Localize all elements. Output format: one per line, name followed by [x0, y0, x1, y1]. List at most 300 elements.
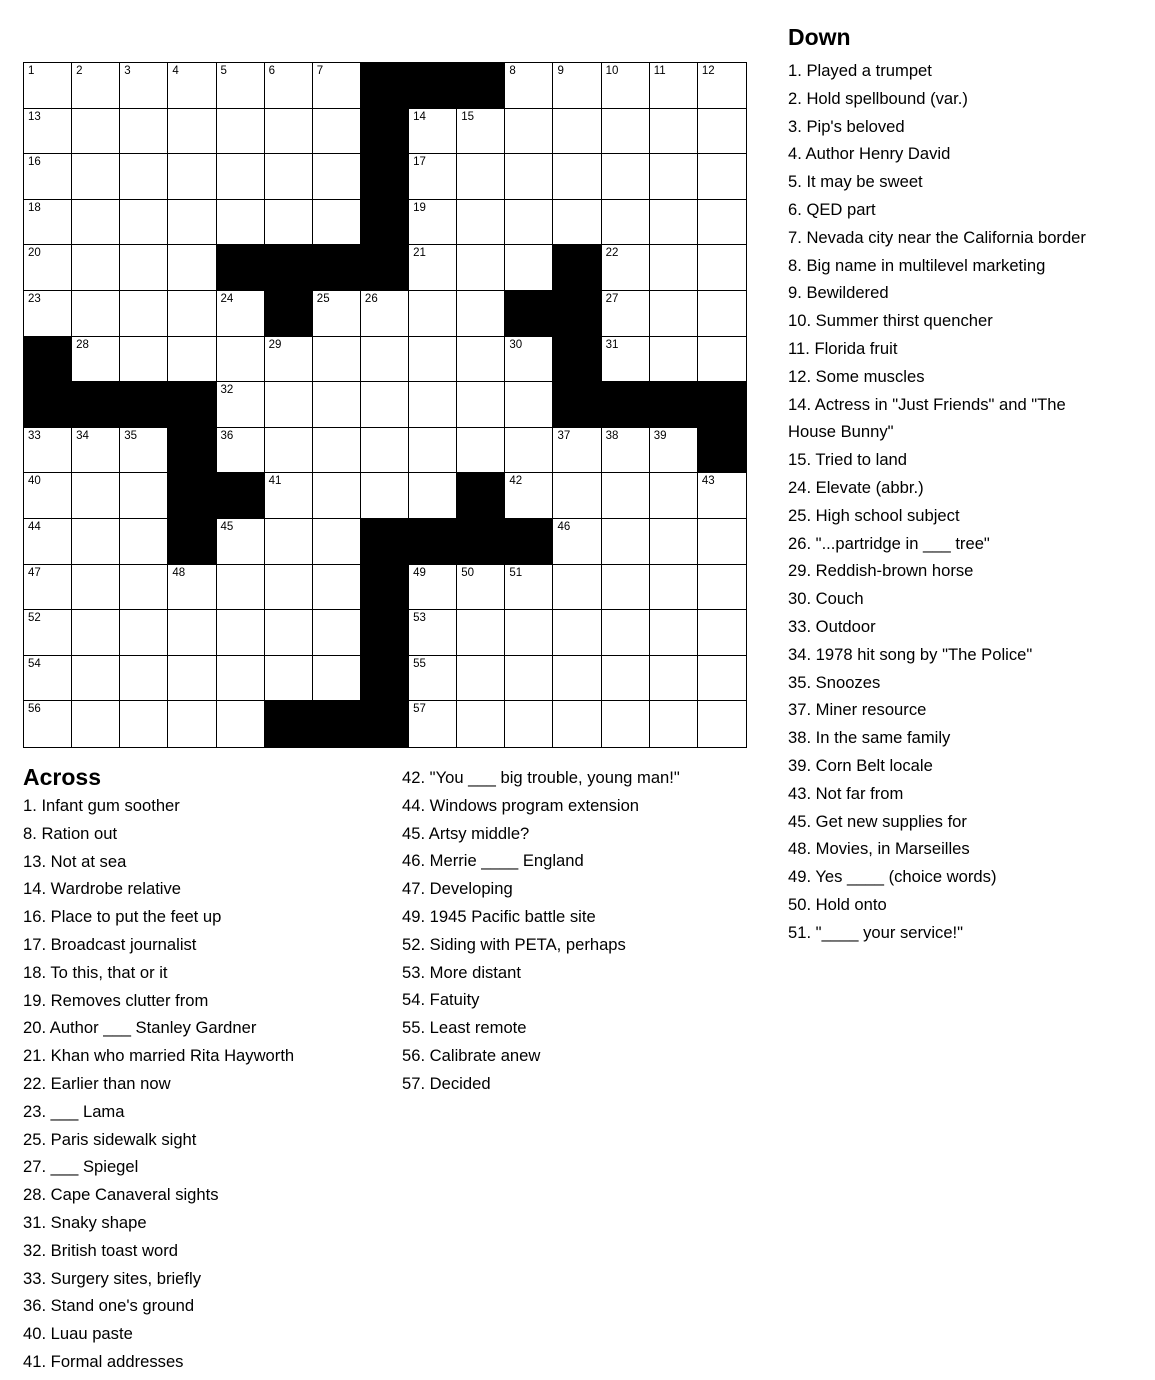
- clue-number: 57: [413, 703, 426, 716]
- grid-cell[interactable]: [409, 109, 457, 155]
- grid-cell[interactable]: [602, 656, 650, 702]
- black-square: [602, 382, 650, 428]
- clue-number: 37: [557, 429, 571, 442]
- grid-cell[interactable]: [217, 382, 265, 428]
- grid-cell[interactable]: [553, 200, 601, 246]
- grid-cell[interactable]: [313, 656, 361, 702]
- grid-cell[interactable]: [650, 291, 698, 337]
- clue-item[interactable]: 3. Pip's beloved: [788, 116, 905, 136]
- grid-cell[interactable]: [72, 519, 120, 565]
- grid-cell[interactable]: [409, 337, 457, 383]
- grid-cell[interactable]: [698, 109, 746, 155]
- clue-number: 13: [28, 110, 41, 123]
- grid-cell[interactable]: [24, 154, 72, 200]
- grid-cell[interactable]: [361, 473, 409, 519]
- grid-cell[interactable]: [120, 63, 168, 109]
- grid-cell[interactable]: [361, 337, 409, 383]
- clue-item[interactable]: 14. Wardrobe relative: [23, 879, 182, 899]
- grid-cell[interactable]: [602, 610, 650, 656]
- grid-cell[interactable]: [409, 701, 457, 747]
- grid-cell[interactable]: [698, 337, 746, 383]
- clue-item[interactable]: 6. QED part: [788, 199, 876, 219]
- black-square: [698, 382, 746, 428]
- clue-item[interactable]: 8. Big name in multilevel marketing: [788, 255, 1046, 275]
- grid-cell[interactable]: [24, 656, 72, 702]
- grid-cell[interactable]: [698, 200, 746, 246]
- grid-cell[interactable]: [72, 701, 120, 747]
- clue-item[interactable]: 24. Elevate (abbr.): [788, 477, 924, 497]
- grid-cell[interactable]: [217, 519, 265, 565]
- grid-cell[interactable]: [24, 63, 72, 109]
- grid-cell[interactable]: [457, 245, 505, 291]
- clue-number: 42: [509, 475, 523, 488]
- grid-cell[interactable]: [72, 337, 120, 383]
- clue-number: 16: [28, 156, 41, 169]
- grid-cell[interactable]: [265, 656, 313, 702]
- grid-cell[interactable]: [457, 337, 505, 383]
- clue-item[interactable]: 8. Ration out: [23, 823, 118, 843]
- grid-cell[interactable]: [361, 382, 409, 428]
- grid-cell[interactable]: [602, 200, 650, 246]
- grid-cell[interactable]: [457, 656, 505, 702]
- grid-cell[interactable]: [168, 610, 216, 656]
- grid-cell[interactable]: [602, 565, 650, 611]
- grid-cell[interactable]: [72, 565, 120, 611]
- clue-item[interactable]: 1. Infant gum soother: [23, 796, 180, 815]
- grid-cell[interactable]: [168, 154, 216, 200]
- grid-cell[interactable]: [409, 154, 457, 200]
- black-square: [457, 473, 505, 519]
- grid-cell[interactable]: [24, 701, 72, 747]
- grid-cell[interactable]: [505, 109, 553, 155]
- grid-cell[interactable]: [650, 154, 698, 200]
- clue-item[interactable]: 37. Miner resource: [788, 700, 927, 720]
- clue-number: 35: [124, 429, 138, 442]
- clue-item[interactable]: 11. Florida fruit: [788, 338, 898, 358]
- grid-cell[interactable]: [698, 519, 746, 565]
- clue-item[interactable]: 4. Author Henry David: [788, 144, 951, 164]
- clue-item[interactable]: 49. Yes ____ (choice words): [788, 867, 997, 887]
- grid-cell[interactable]: [553, 565, 601, 611]
- grid-cell[interactable]: [457, 428, 505, 474]
- grid-cell[interactable]: [698, 154, 746, 200]
- clue-item[interactable]: 16. Place to put the feet up: [23, 907, 222, 927]
- grid-cell[interactable]: [553, 109, 601, 155]
- clue-item[interactable]: 53. More distant: [402, 962, 521, 982]
- grid-cell[interactable]: [698, 245, 746, 291]
- clue-number: 29: [268, 338, 282, 351]
- clue-item[interactable]: 33. Surgery sites, briefly: [23, 1268, 201, 1288]
- grid-cell[interactable]: [505, 610, 553, 656]
- black-square: [265, 291, 313, 337]
- clue-number: 24: [220, 292, 234, 305]
- clue-number: 25: [316, 292, 330, 305]
- grid-cell[interactable]: [313, 337, 361, 383]
- grid-cell[interactable]: [698, 701, 746, 747]
- grid-cell[interactable]: [553, 428, 601, 474]
- grid-cell[interactable]: [505, 656, 553, 702]
- grid-cell[interactable]: [217, 610, 265, 656]
- black-square: [650, 382, 698, 428]
- clue-number: 34: [76, 429, 89, 442]
- grid-cell[interactable]: [120, 109, 168, 155]
- grid-cell[interactable]: [24, 291, 72, 337]
- grid-cell[interactable]: [265, 109, 313, 155]
- grid-cell[interactable]: [265, 473, 313, 519]
- clue-item[interactable]: 45. Get new supplies for: [788, 811, 967, 831]
- grid-cell[interactable]: [120, 291, 168, 337]
- grid-cell[interactable]: [120, 245, 168, 291]
- clue-item[interactable]: 1. Played a trumpet: [788, 61, 932, 80]
- clue-number: 43: [701, 475, 715, 488]
- clue-item[interactable]: 30. Couch: [788, 589, 864, 609]
- grid-cell[interactable]: [72, 291, 120, 337]
- grid-cell[interactable]: [120, 154, 168, 200]
- grid-cell[interactable]: [602, 291, 650, 337]
- clue-item[interactable]: 56. Calibrate anew: [402, 1045, 541, 1065]
- grid-cell[interactable]: [505, 701, 553, 747]
- black-square: [505, 519, 553, 565]
- grid-cell[interactable]: [217, 63, 265, 109]
- grid-cell[interactable]: [265, 382, 313, 428]
- grid-cell[interactable]: [120, 565, 168, 611]
- grid-cell[interactable]: [217, 701, 265, 747]
- clue-item[interactable]: 2. Hold spellbound (var.): [788, 88, 968, 108]
- clue-number: 49: [413, 566, 426, 579]
- grid-cell[interactable]: [168, 656, 216, 702]
- grid-cell[interactable]: [650, 701, 698, 747]
- clue-number: 8: [509, 65, 516, 77]
- grid-cell[interactable]: [409, 428, 457, 474]
- black-square: [313, 245, 361, 291]
- grid-cell[interactable]: [409, 656, 457, 702]
- grid-cell[interactable]: [313, 382, 361, 428]
- grid-cell[interactable]: [24, 200, 72, 246]
- grid-cell[interactable]: [24, 109, 72, 155]
- grid-cell[interactable]: [650, 337, 698, 383]
- clue-item[interactable]: 18. To this, that or it: [23, 962, 168, 982]
- grid-cell[interactable]: [120, 473, 168, 519]
- grid-cell[interactable]: [168, 63, 216, 109]
- grid-cell[interactable]: [168, 109, 216, 155]
- clue-item[interactable]: 44. Windows program extension: [402, 795, 640, 815]
- grid-cell[interactable]: [217, 337, 265, 383]
- clue-item[interactable]: 47. Developing: [402, 879, 513, 899]
- grid-cell[interactable]: [409, 291, 457, 337]
- clue-number: 15: [461, 110, 474, 123]
- clue-item[interactable]: 12. Some muscles: [788, 366, 925, 386]
- grid-cell[interactable]: [265, 63, 313, 109]
- across-clue-list-1: [23, 792, 393, 1376]
- black-square: [361, 63, 409, 109]
- clue-number: 28: [76, 338, 89, 351]
- crossword-grid: [23, 62, 747, 748]
- grid-cell[interactable]: [168, 200, 216, 246]
- clue-number: 32: [220, 384, 234, 397]
- down-heading: Down: [788, 24, 851, 50]
- grid-cell[interactable]: [457, 109, 505, 155]
- grid-cell[interactable]: [168, 245, 216, 291]
- grid-cell[interactable]: [313, 109, 361, 155]
- clue-number: 23: [28, 292, 41, 305]
- grid-cell[interactable]: [217, 154, 265, 200]
- clue-item[interactable]: 41. Formal addresses: [23, 1351, 184, 1371]
- grid-cell[interactable]: [313, 519, 361, 565]
- grid-cell[interactable]: [505, 382, 553, 428]
- grid-cell[interactable]: [217, 428, 265, 474]
- grid-cell[interactable]: [265, 610, 313, 656]
- clue-item[interactable]: 36. Stand one's ground: [23, 1296, 195, 1316]
- grid-cell[interactable]: [120, 428, 168, 474]
- clue-item[interactable]: 55. Least remote: [402, 1018, 527, 1038]
- clue-item[interactable]: 42. "You ___ big trouble, young man!": [402, 768, 680, 787]
- grid-cell[interactable]: [650, 610, 698, 656]
- grid-cell[interactable]: [265, 428, 313, 474]
- clue-item[interactable]: 31. Snaky shape: [23, 1212, 147, 1232]
- clue-item[interactable]: 19. Removes clutter from: [23, 990, 209, 1010]
- clue-item[interactable]: 48. Movies, in Marseilles: [788, 839, 970, 859]
- grid-cell[interactable]: [553, 63, 601, 109]
- grid-cell[interactable]: [650, 245, 698, 291]
- grid-cell[interactable]: [650, 428, 698, 474]
- clue-item[interactable]: 14. Actress in "Just Friends" and "The: [788, 394, 1066, 414]
- black-square: [553, 245, 601, 291]
- clue-item[interactable]: 50. Hold onto: [788, 894, 887, 914]
- clue-number: 51: [509, 566, 523, 579]
- clue-number: 21: [413, 247, 426, 260]
- grid-cell[interactable]: [24, 519, 72, 565]
- grid-cell[interactable]: [72, 109, 120, 155]
- grid-cell[interactable]: [168, 701, 216, 747]
- grid-cell[interactable]: [505, 428, 553, 474]
- grid-cell[interactable]: [650, 656, 698, 702]
- grid-cell[interactable]: [553, 473, 601, 519]
- clue-item[interactable]: 33. Outdoor: [788, 616, 876, 636]
- grid-cell[interactable]: [72, 63, 120, 109]
- grid-cell[interactable]: [602, 473, 650, 519]
- grid-cell[interactable]: [120, 610, 168, 656]
- grid-cell[interactable]: [602, 154, 650, 200]
- grid-cell[interactable]: [409, 200, 457, 246]
- clue-item[interactable]: 35. Snoozes: [788, 672, 881, 692]
- clue-item[interactable]: 46. Merrie ____ England: [402, 851, 584, 871]
- clue-item[interactable]: 21. Khan who married Rita Hayworth: [23, 1046, 295, 1066]
- grid-cell[interactable]: [24, 565, 72, 611]
- grid-cell[interactable]: [602, 701, 650, 747]
- grid-cell[interactable]: [602, 519, 650, 565]
- black-square: [361, 200, 409, 246]
- grid-cell[interactable]: [698, 291, 746, 337]
- grid-cell[interactable]: [72, 200, 120, 246]
- grid-cell[interactable]: [409, 610, 457, 656]
- clue-item[interactable]: 40. Luau paste: [23, 1324, 133, 1344]
- clue-number: 39: [653, 429, 667, 442]
- clue-number: 20: [28, 247, 41, 260]
- grid-cell[interactable]: [457, 610, 505, 656]
- grid-cell[interactable]: [698, 565, 746, 611]
- grid-cell[interactable]: [409, 473, 457, 519]
- grid-cell[interactable]: [265, 154, 313, 200]
- grid-cell[interactable]: [72, 428, 120, 474]
- grid-cell[interactable]: [24, 428, 72, 474]
- grid-cell[interactable]: [457, 154, 505, 200]
- grid-cell[interactable]: [265, 337, 313, 383]
- grid-cell[interactable]: [602, 245, 650, 291]
- grid-cell[interactable]: [457, 701, 505, 747]
- black-square: [168, 382, 216, 428]
- clue-item[interactable]: 25. High school subject: [788, 505, 960, 525]
- grid-cell[interactable]: [650, 63, 698, 109]
- clue-item[interactable]: 54. Fatuity: [402, 990, 480, 1010]
- grid-cell[interactable]: [602, 63, 650, 109]
- grid-cell[interactable]: [602, 109, 650, 155]
- clue-item[interactable]: 57. Decided: [402, 1073, 491, 1093]
- clue-item[interactable]: 26. "...partridge in ___ tree": [788, 533, 990, 553]
- grid-cell[interactable]: [650, 473, 698, 519]
- grid-cell[interactable]: [505, 337, 553, 383]
- grid-cell[interactable]: [217, 200, 265, 246]
- clue-item[interactable]: 17. Broadcast journalist: [23, 934, 197, 954]
- grid-cell[interactable]: [265, 565, 313, 611]
- black-square: [457, 63, 505, 109]
- grid-cell[interactable]: [217, 109, 265, 155]
- clue-item[interactable]: 29. Reddish-brown horse: [788, 561, 974, 581]
- clue-item[interactable]: 25. Paris sidewalk sight: [23, 1129, 197, 1149]
- clue-item[interactable]: 34. 1978 hit song by "The Police": [788, 644, 1033, 664]
- grid-cell[interactable]: [457, 382, 505, 428]
- clue-item[interactable]: 38. In the same family: [788, 728, 951, 748]
- grid-cell[interactable]: [602, 428, 650, 474]
- black-square: [361, 245, 409, 291]
- clue-number: 17: [413, 156, 426, 169]
- clue-item[interactable]: 22. Earlier than now: [23, 1073, 171, 1093]
- clue-item[interactable]: 52. Siding with PETA, perhaps: [402, 934, 626, 954]
- grid-cell[interactable]: [457, 565, 505, 611]
- black-square: [72, 382, 120, 428]
- grid-cell[interactable]: [553, 154, 601, 200]
- grid-cell[interactable]: [265, 200, 313, 246]
- grid-cell[interactable]: [505, 200, 553, 246]
- grid-cell[interactable]: [505, 565, 553, 611]
- black-square: [168, 519, 216, 565]
- grid-cell[interactable]: [72, 656, 120, 702]
- grid-cell[interactable]: [120, 200, 168, 246]
- grid-cell[interactable]: [457, 200, 505, 246]
- grid-cell[interactable]: [409, 565, 457, 611]
- clue-item[interactable]: 28. Cape Canaveral sights: [23, 1185, 219, 1205]
- grid-cell[interactable]: [698, 473, 746, 519]
- grid-cell[interactable]: [313, 565, 361, 611]
- grid-cell[interactable]: [698, 656, 746, 702]
- grid-cell[interactable]: [120, 701, 168, 747]
- grid-cell[interactable]: [698, 63, 746, 109]
- clue-item[interactable]: 39. Corn Belt locale: [788, 755, 933, 775]
- grid-cell[interactable]: [120, 337, 168, 383]
- grid-cell[interactable]: [505, 245, 553, 291]
- grid-cell[interactable]: [120, 656, 168, 702]
- grid-cell[interactable]: [24, 245, 72, 291]
- clue-item[interactable]: 10. Summer thirst quencher: [788, 311, 993, 331]
- grid-cell[interactable]: [457, 291, 505, 337]
- grid-cell[interactable]: [72, 245, 120, 291]
- grid-cell[interactable]: [361, 291, 409, 337]
- grid-cell[interactable]: [553, 519, 601, 565]
- clue-item[interactable]: 51. "____ your service!": [788, 922, 964, 942]
- grid-cell[interactable]: [553, 610, 601, 656]
- black-square: [168, 428, 216, 474]
- clue-number: 11: [653, 65, 666, 77]
- clue-item[interactable]: 45. Artsy middle?: [402, 823, 530, 843]
- grid-cell[interactable]: [505, 63, 553, 109]
- grid-cell[interactable]: [72, 473, 120, 519]
- clue-number: 10: [605, 65, 619, 77]
- clue-item[interactable]: 15. Tried to land: [788, 450, 907, 470]
- clue-number: 3: [124, 65, 131, 77]
- clue-item[interactable]: 49. 1945 Pacific battle site: [402, 906, 596, 926]
- grid-cell[interactable]: [120, 519, 168, 565]
- grid-cell[interactable]: [313, 473, 361, 519]
- grid-cell[interactable]: [313, 200, 361, 246]
- grid-cell[interactable]: [553, 656, 601, 702]
- grid-cell[interactable]: [24, 610, 72, 656]
- clue-number: 50: [461, 566, 474, 579]
- clue-number: 53: [413, 612, 426, 625]
- grid-cell[interactable]: [650, 519, 698, 565]
- grid-cell[interactable]: [313, 63, 361, 109]
- black-square: [553, 382, 601, 428]
- grid-cell[interactable]: [217, 656, 265, 702]
- grid-cell[interactable]: [505, 154, 553, 200]
- grid-cell[interactable]: [217, 565, 265, 611]
- clue-item[interactable]: 7. Nevada city near the California border: [788, 227, 1086, 247]
- black-square: [457, 519, 505, 565]
- grid-cell[interactable]: [650, 109, 698, 155]
- grid-cell[interactable]: [168, 337, 216, 383]
- clue-item[interactable]: House Bunny": [788, 422, 894, 442]
- black-square: [24, 337, 72, 383]
- grid-cell[interactable]: [650, 200, 698, 246]
- grid-cell[interactable]: [72, 154, 120, 200]
- clue-item[interactable]: 32. British toast word: [23, 1240, 178, 1260]
- grid-cell[interactable]: [168, 291, 216, 337]
- grid-cell[interactable]: [265, 519, 313, 565]
- grid-cell[interactable]: [217, 291, 265, 337]
- clue-item[interactable]: 43. Not far from: [788, 783, 904, 803]
- grid-cell[interactable]: [313, 154, 361, 200]
- grid-cell[interactable]: [505, 473, 553, 519]
- clue-item[interactable]: 20. Author ___ Stanley Gardner: [23, 1018, 257, 1038]
- grid-cell[interactable]: [409, 382, 457, 428]
- grid-cell[interactable]: [553, 701, 601, 747]
- grid-cell[interactable]: [602, 337, 650, 383]
- grid-cell[interactable]: [650, 565, 698, 611]
- grid-cell[interactable]: [313, 428, 361, 474]
- clue-item[interactable]: 13. Not at sea: [23, 851, 127, 871]
- grid-cell[interactable]: [698, 610, 746, 656]
- grid-cell[interactable]: [313, 291, 361, 337]
- grid-cell[interactable]: [361, 428, 409, 474]
- clue-number: 31: [605, 338, 619, 351]
- grid-cell[interactable]: [72, 610, 120, 656]
- grid-cell[interactable]: [313, 610, 361, 656]
- grid-cell[interactable]: [168, 565, 216, 611]
- clue-item[interactable]: 27. ___ Spiegel: [23, 1157, 139, 1177]
- grid-cell[interactable]: [409, 245, 457, 291]
- clue-item[interactable]: 9. Bewildered: [788, 283, 889, 303]
- clue-item[interactable]: 23. ___ Lama: [23, 1101, 125, 1121]
- clue-item[interactable]: 5. It may be sweet: [788, 172, 923, 192]
- grid-cell[interactable]: [24, 473, 72, 519]
